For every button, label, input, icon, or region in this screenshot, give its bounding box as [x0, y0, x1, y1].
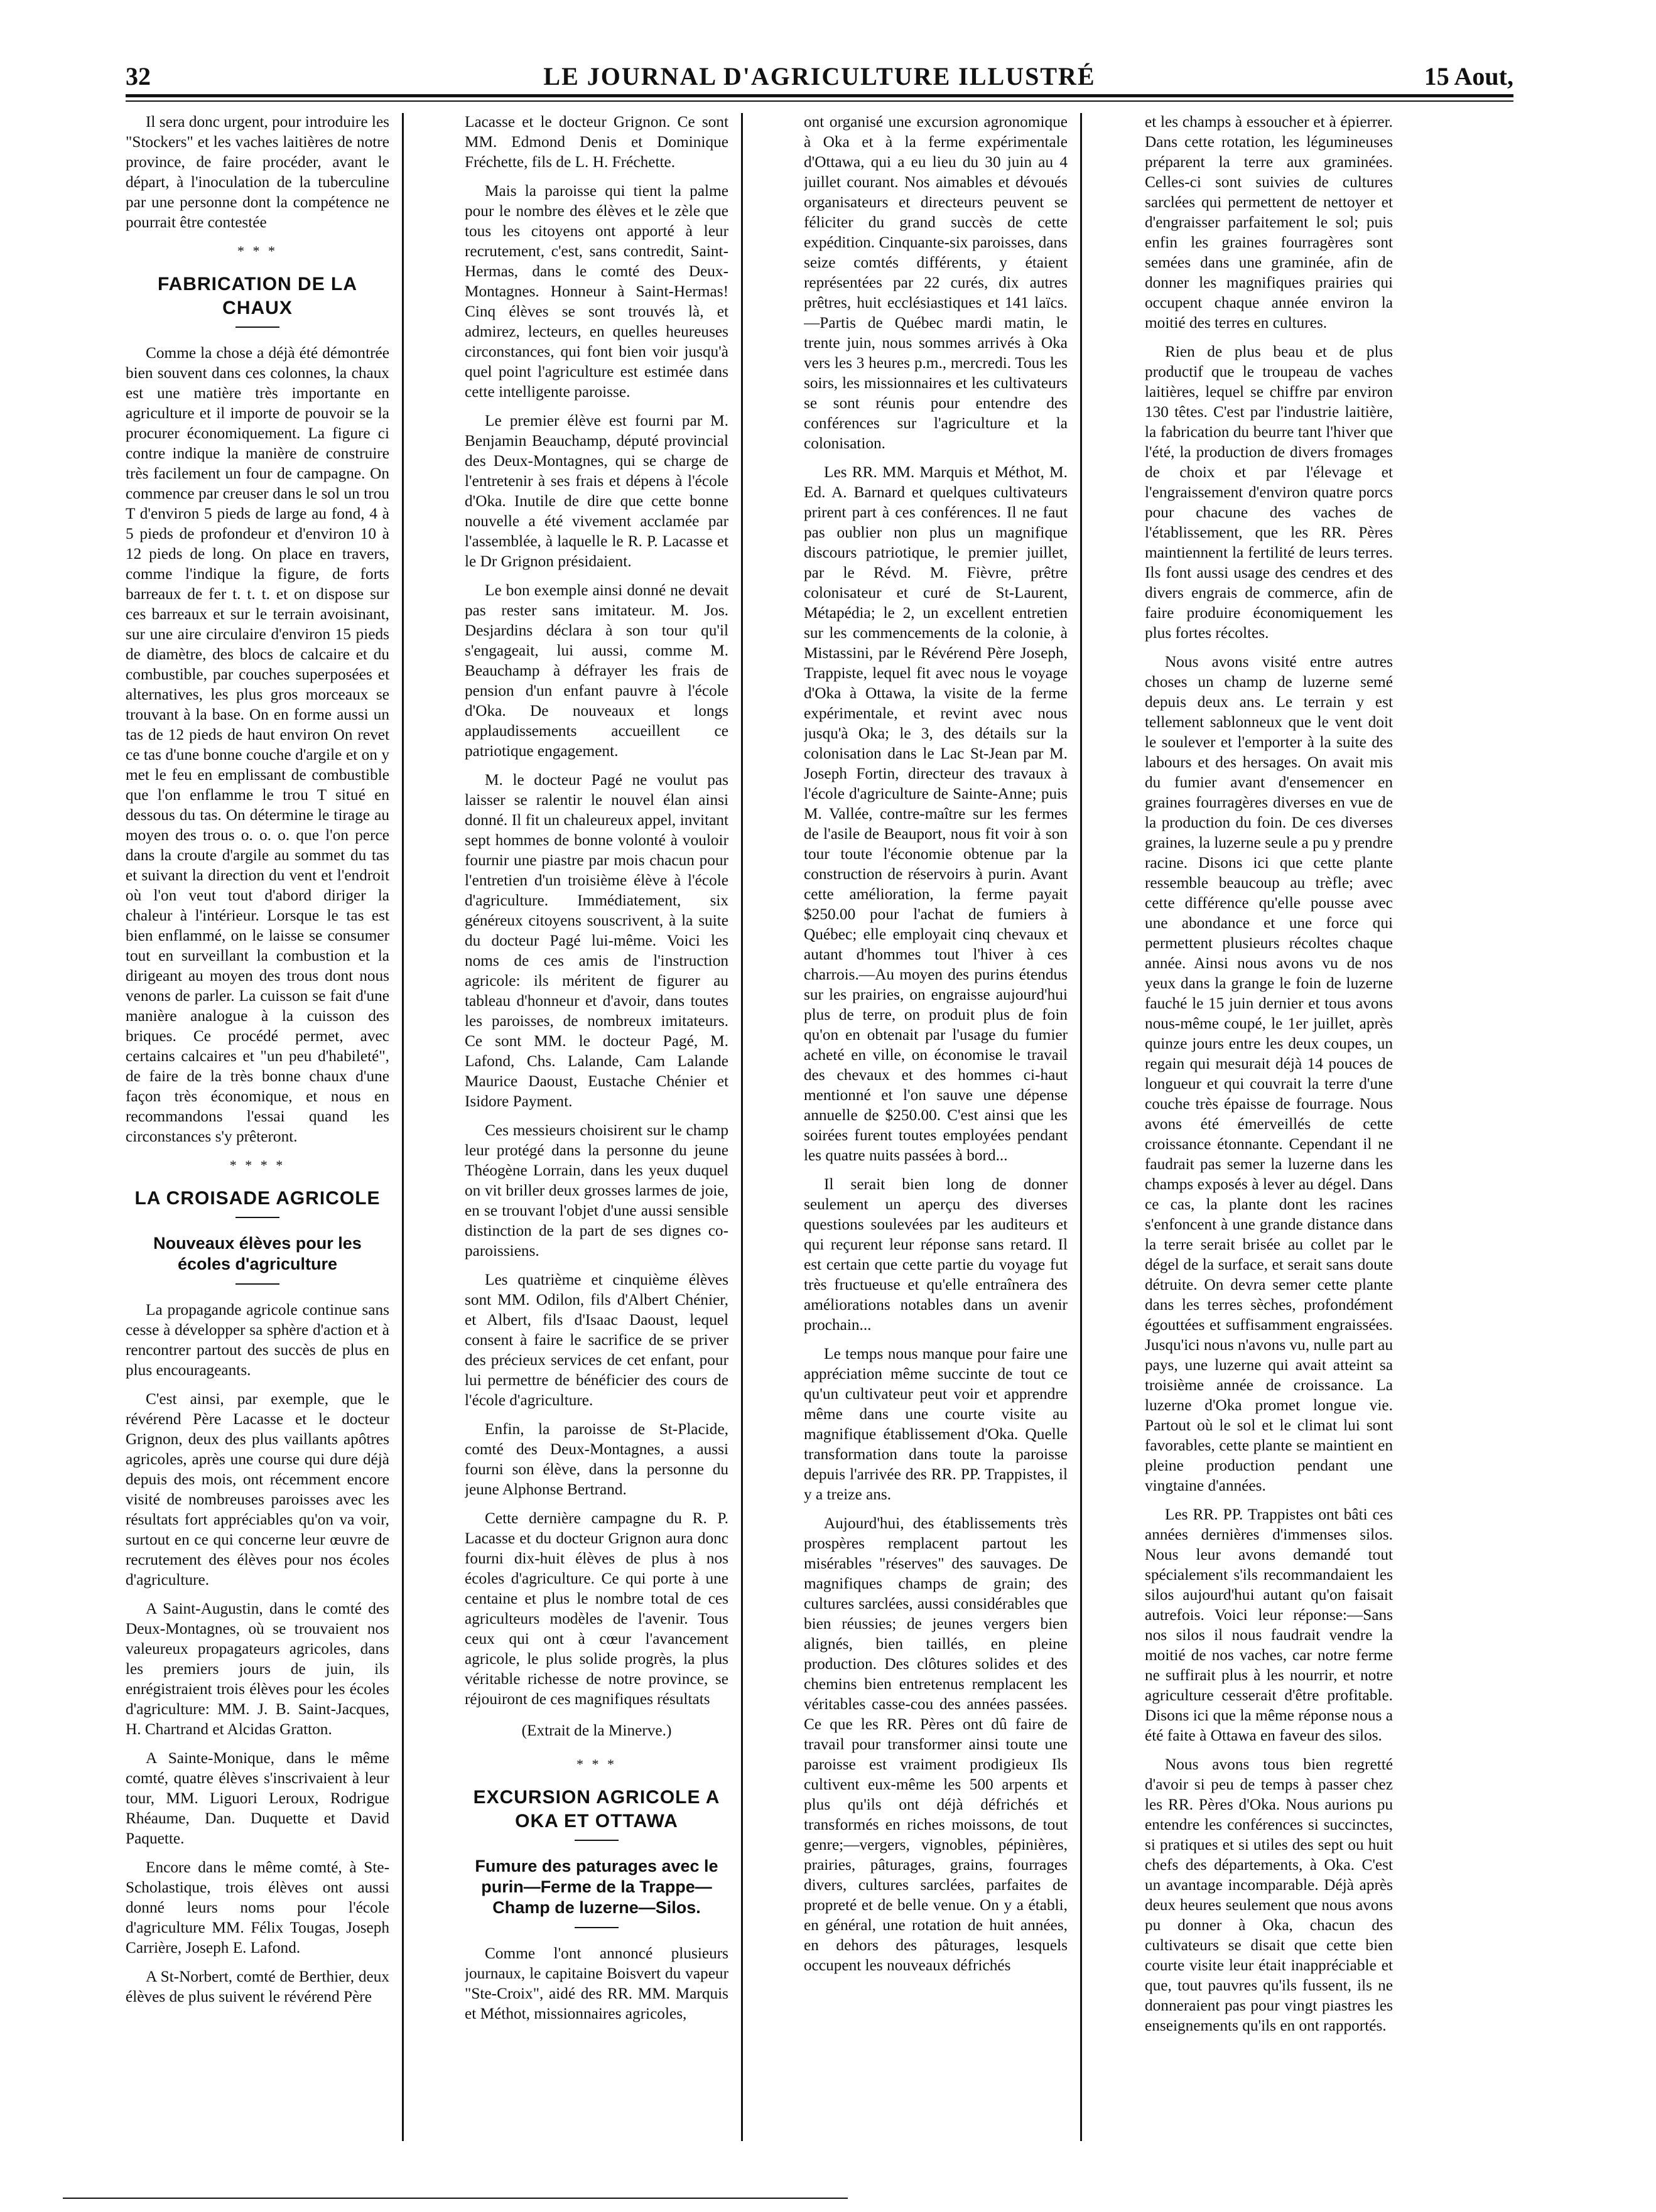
page-number: 32: [126, 62, 151, 90]
column-2: [465, 112, 728, 2140]
section-separator: * * * *: [229, 1157, 286, 1173]
header-rule-thin: [126, 100, 1513, 102]
article-paragraph: Les quatrième et cinquième élèves sont MM. Odilon, fils d'Albert Chénier, et Albert, fils d'Isaac Daoust, lequel consent à faire le sacrifice de se priver des précieux services de cet enfant, pour lui permettre de bénéficier des cours de l'école d'agriculture.: [465, 1271, 728, 1409]
article-paragraph: Aujourd'hui, des établissements très prospères remplacent partout les misérables "réserves" des sauvages. De magnifiques champs de grain; des cultures sarclées, aussi considérables que bien réussies; de jeunes vergers bien alignés, bien taillés, en pleine production. Des clôtures solides et des chemins bien entretenus remplacent les véritables casse-cou des années passées. Ce que les RR. Pères ont dû faire de travail pour transformer ainsi toute une paroisse est vraiment prodigieux Ils cultivent eux-même les 500 arpents et plus qu'ils ont déjà défrichés et transformés en riches moissons, de tout genre;—vergers, vignobles, pépinières, prairies, pâturages, grains, fourrages divers, cultures sarclées, parfaites de propreté et de belle venue. On y a établi, en général, une rotation de huit années, en dehors des pâturages, lesquels occupent les nouveaux défrichés: [804, 1514, 1068, 1974]
issue-date: 15 Aout,: [1424, 62, 1513, 90]
article-paragraph: ont organisé une excursion agronomique à Oka et à la ferme expérimentale d'Ottawa, qui a eu lieu du 30 juin au 4 juillet courant. Nos aimables et dévoués organisateurs et directeurs peuvent se féliciter du grand succès de cette expédition. Cinquante-six paroisses, dans seize comtés différents, y étaient représentées par 22 curés, dix autres prêtres, huit ecclésiastiques et 141 laïcs.—Partis de Québec mardi matin, le trente juin, nous sommes arrivés à Oka vers les 3 heures p.m., mercredi. Tous les soirs, les missionnaires et les cultivateurs se sont réunis pour entendre des conférences sur l'agriculture et la colonisation.: [804, 113, 1068, 452]
column-3: [804, 112, 1068, 2140]
article-title-chaux: FABRICATION DE LA CHAUX: [157, 274, 358, 318]
page-bottom-rule: [63, 2198, 848, 2199]
article-paragraph: La propagande agricole continue sans cesse à développer sa sphère d'action et à rencontrer partout des succès de plus en plus encourageants.: [126, 1301, 389, 1379]
article-paragraph: A Sainte-Monique, dans le même comté, quatre élèves s'inscrivaient à leur tour, MM. Liguori Leroux, Rodrigue Rhéaume, Dan. Duquette et David Paquette.: [126, 1749, 389, 1847]
article-paragraph: Mais la paroisse qui tient la palme pour le nombre des élèves et le zèle que tous les citoyens ont apporté à leur recrutement, c'est, sans contredit, Saint-Hermas, dans le comté des Deux-Montagnes. Honneur à Saint-Hermas! Cinq élèves se sont trouvés là, et admirez, lecteurs, en quelles heureuses circonstances, qui font bien voir jusqu'à quel point l'agriculture est estimée dans cette intelligente paroisse.: [465, 182, 728, 401]
column-divider: [741, 113, 743, 2141]
article-paragraph: M. le docteur Pagé ne voulut pas laisser se ralentir le nouvel élan ainsi donné. Il fit un chaleureux appel, invitant sept hommes de bonne volonté à vouloir fournir une piastre par mois chacun pour l'entretien d'un troisième élève à l'école d'agriculture. Immédiatement, six généreux citoyens souscrivent, à la suite du docteur Pagé lui-même. Voici les noms de ces amis de l'instruction agricole: ils méritent de figurer au tableau d'honneur et d'avoir, dans toutes les paroisses, de nombreux imitateurs. Ce sont MM. le docteur Pagé, M. Lafond, Chs. Lalande, Cam Lalande Maurice Daoust, Eustache Chénier et Isidore Payment.: [465, 771, 728, 1110]
article-paragraph: Lacasse et le docteur Grignon. Ce sont MM. Edmond Denis et Dominique Fréchette, fils de L. H. Fréchette.: [465, 113, 728, 171]
column-1: [126, 112, 389, 2140]
title-rule: [235, 326, 279, 328]
article-paragraph: et les champs à essoucher et à épierrer. Dans cette rotation, les légumineuses préparent la terre aux graminées. Celles-ci sont suivies de cultures sarclées qui permettent de nettoyer et d'engraisser parfaitement le sol; puis enfin les graines fourragères sont semées dans une graminée, afin de donner les magnifiques prairies qui occupent chaque année environ la moitié des terres en cultures.: [1145, 113, 1393, 332]
page-header: [126, 62, 1513, 99]
article-paragraph: Les RR. PP. Trappistes ont bâti ces années dernières d'immenses silos. Nous leur avons demandé tout spécialement s'ils recommandaient les silos aujourd'hui autant qu'on faisait autrefois. Voici leur réponse:—Sans nos silos il nous faudrait vendre la moitié de nos vaches, car notre ferme ne suffirait plus à les nourrir, et notre agriculture cesserait d'être profitable. Disons ici que la même réponse nous a été faite à Ottawa en faveur des silos.: [1145, 1506, 1393, 1744]
journal-title: LE JOURNAL D'AGRICULTURE ILLUSTRÉ: [543, 62, 1096, 90]
section-separator: * * *: [576, 1756, 617, 1772]
article-paragraph: A St-Norbert, comté de Berthier, deux élèves de plus suivent le révérend Père: [126, 1968, 389, 2005]
article-paragraph: Ces messieurs choisirent sur le champ leur protégé dans la personne du jeune Théogène Lorrain, dans les yeux duquel on vit briller deux grosses larmes de joie, en se trouvant l'objet d'une aussi sensible distinction de la part de ses dignes co-paroissiens.: [465, 1121, 728, 1260]
column-divider: [1080, 113, 1082, 2141]
article-paragraph: Cette dernière campagne du R. P. Lacasse et du docteur Grignon aura donc fourni dix-huit élèves de plus à nos écoles d'agriculture. Ce qui porte à une centaine et plus le nombre total de ces agriculteurs modèles de l'avenir. Tous ceux qui ont à cœur l'avancement agricole, le plus solide progrès, la plus véritable richesse de notre province, se réjouiront de ces magnifiques résultats: [465, 1509, 728, 1708]
title-rule: [575, 1927, 619, 1928]
article-paragraph: Le premier élève est fourni par M. Benjamin Beauchamp, député provincial des Deux-Montagnes, qui se charge de l'entretenir à ses frais et dépens à l'école d'Oka. Inutile de dire que cette bonne nouvelle a été vivement acclamée par l'assemblée, à laquelle le R. P. Lacasse et le Dr Grignon présidaient.: [465, 412, 728, 570]
article-paragraph: Enfin, la paroisse de St-Placide, comté des Deux-Montagnes, a aussi fourni son élève, dans la personne du jeune Alphonse Bertrand.: [465, 1420, 728, 1498]
article-paragraph: Comme l'ont annoncé plusieurs journaux, le capitaine Boisvert du vapeur "Ste-Croix", aidé des RR. MM. Marquis et Méthot, missionnaires agricoles,: [465, 1945, 728, 2022]
article-paragraph: Le temps nous manque pour faire une appréciation même succinte de tout ce qu'un cultivateur peut voir et apprendre même dans une courte visite au magnifique établissement d'Oka. Quelle transformation dans toute la paroisse depuis l'arrivée des RR. PP. Trappistes, il y a treize ans.: [804, 1345, 1068, 1503]
column-4: [1145, 112, 1393, 2140]
article-paragraph: A Saint-Augustin, dans le comté des Deux-Montagnes, où se trouvaient nos valeureux propagateurs agricoles, dans les premiers jours de juin, ils enrégistraient trois élèves pour les écoles d'agriculture: MM. J. B. Saint-Jacques, H. Chartrand et Alcidas Gratton.: [126, 1600, 389, 1738]
article-paragraph: Comme la chose a déjà été démontrée bien souvent dans ces colonnes, la chaux est une matière très importante en agriculture et il importe de pouvoir se la procurer économiquement. La figure ci contre indique la manière de construire très facilement un four de campagne. On commence par creuser dans le sol un trou T d'environ 5 pieds de large au fond, 4 à 5 pieds de profondeur et d'environ 10 à 12 pieds de long. On place en travers, comme l'indique la figure, de forts barreaux de fer t. t. t. et on dispose sur ces barreaux et sur le terrain avoisinant, sur une aire circulaire d'environ 15 pieds de diamètre, des blocs de calcaire et du combustible, par couches superposées et alternatives, les plus gros morceaux se trouvant à la base. On en forme aussi un tas de 12 pieds de haut environ On revet ce tas d'une bonne couche d'argile et on y met le feu en emplissant de combustible que l'on enflamme le trou T situé en dessous du tas. On détermine le tirage au moyen des trous o. o. o. que l'on perce dans la croute d'argile au sommet du tas et suivant la direction du vent et l'endroit où l'on veut tout d'abord diriger la chaleur à l'intérieur. Lorsque le tas est bien enflammé, on le laisse se consumer tout en surveillant la combustion et la dirigeant au moyen des trous dont nous venons de parler. La cuisson se fait d'une manière analogue à la cuisson des briques. Ce procédé permet, avec certains calcaires et "un peu d'habileté", de faire de la très bonne chaux d'une façon très économique, et nous en recommandons l'essai quand les circonstances s'y prêteront.: [126, 344, 389, 1145]
article-paragraph: Il serait bien long de donner seulement un aperçu des diverses questions soulevées par les auditeurs et qui reçurent leur réponse sans retard. Il est certain que cette partie du voyage fut très fructueuse et qu'elle entraînera des améliorations notables dans un avenir prochain...: [804, 1175, 1068, 1334]
article-title-croisade: LA CROISADE AGRICOLE: [134, 1188, 381, 1209]
article-subtitle: Fumure des paturages avec le purin—Ferme de la Trappe—Champ de luzerne—Silos.: [475, 1857, 718, 1917]
article-paragraph: Il sera donc urgent, pour introduire les "Stockers" et les vaches laitières de notre province, de faire procéder, avant le départ, à l'inoculation de la tuberculine par une personne dont la compétence ne pourrait être contestée: [126, 113, 389, 231]
header-rule: [126, 94, 1513, 97]
title-rule: [575, 1840, 619, 1841]
article-subtitle: Nouveaux élèves pour les écoles d'agriculture: [153, 1234, 362, 1273]
article-paragraph: Nous avons visité entre autres choses un champ de luzerne semé depuis deux ans. Le terrain y est tellement sablonneux que le vent doit le soulever et l'emporter à la suite des labours et des hersages. On avait mis du fumier avant d'ensemencer en graines fourragères diverses en vue de la production du foin. De ces diverses graines, la luzerne seule a pu y prendre racine. Disons ici que cette plante ressemble beaucoup au trèfle; avec cette différence qu'elle pousse avec une abondance et une force qui permettent plusieurs récoltes chaque année. Ainsi nous avons vu de nos yeux dans la grange le foin de luzerne fauché le 15 juin dernier et tous avons nous-même coupé, le 1er juillet, après quinze jours entre les deux coupes, un regain qui mesurait déjà 14 pouces de longueur et qui couvrait la terre d'une couche très épaisse de fourrage. Nous avons été émerveillés de cette croissance étonnante. Cependant il ne faudrait pas semer la luzerne dans les champs exposés à lever au dégel. Dans ce cas, la plante dont les racines s'enfoncent à une grande distance dans la terre serait brisée au collet par le dégel de la surface, et serait sans doute détruite. On devra semer cette plante dans les terres sèches, profondément égouttées et suffisamment engraissées. Jusqu'ici nous n'avons vu, nulle part au pays, une luzerne qui avait atteint sa troisième année de croissance. La luzerne d'Oka promet longue vie. Partout où le sol et le climat lui sont favorables, cette plante se maintient en pleine production pendant une vingtaine d'années.: [1145, 653, 1393, 1494]
article-paragraph: Encore dans le même comté, à Ste-Scholastique, trois élèves ont aussi donné leurs noms pour l'école d'agriculture MM. Félix Tougas, Joseph Carrière, Joseph E. Lafond.: [126, 1859, 389, 1956]
title-rule: [235, 1217, 279, 1218]
article-title-excursion: EXCURSION AGRICOLE A OKA ET OTTAWA: [473, 1787, 720, 1832]
article-paragraph: Le bon exemple ainsi donné ne devait pas rester sans imitateur. M. Jos. Desjardins déclara à son tour qu'il s'engageait, lui aussi, comme M. Beauchamp à défrayer les frais de pension d'un enfant pauvre à l'école d'Oka. De nouveaux et longs applaudissements accueillent ce patriotique engagement.: [465, 581, 728, 760]
column-divider: [402, 113, 404, 2141]
article-paragraph: C'est ainsi, par exemple, que le révérend Père Lacasse et le docteur Grignon, deux des plus vaillants apôtres agricoles, après une course qui dure déjà depuis des mois, ont récemment encore visité de nombreuses paroisses avec les résultats fort appréciables qu'on va voir, surtout en ce qui concerne leur œuvre de recrutement des élèves pour nos écoles d'agriculture.: [126, 1390, 389, 1589]
article-source: (Extrait de la Minerve.): [521, 1722, 672, 1739]
section-separator: * * *: [237, 243, 278, 259]
article-paragraph: Nous avons tous bien regretté d'avoir si peu de temps à passer chez les RR. Pères d'Oka. Nous aurions pu entendre les conférences si succinctes, si pratiques et si utiles des sept ou huit chefs des départements, à Oka. C'est un avantage incomparable. Déjà après deux heures seulement que nous avons pu donner à Oka, chacun des cultivateurs se disait que cette bien courte visite leur était inappréciable et que, tout pauvres qu'ils fussent, ils ne donneraient pas pour vingt piastres les enseignements qu'ils en ont rapportés.: [1145, 1756, 1393, 2034]
article-paragraph: Rien de plus beau et de plus productif que le troupeau de vaches laitières, lequel se chiffre par environ 130 têtes. C'est par l'industrie laitière, la fabrication du beurre tant l'hiver que l'été, la production de divers fromages de choix et par l'élevage et l'engraissement d'environ quatre porcs pour chacune des vaches de l'établissement, que les RR. Pères maintiennent la fertilité de leurs terres. Ils font aussi usage des cendres et des divers engrais de commerce, afin de faire produire économiquement les plus fortes récoltes.: [1145, 343, 1393, 642]
title-rule: [235, 1283, 279, 1285]
article-paragraph: Les RR. MM. Marquis et Méthot, M. Ed. A. Barnard et quelques cultivateurs prirent part à ces conférences. Il ne faut pas oublier non plus un magnifique discours patriotique, le premier juillet, par le Révd. M. Fièvre, prêtre colonisateur et curé de St-Laurent, Métapédia; le 2, un excellent entretien sur les commencements de la colonie, à Mistassini, par le Révérend Père Joseph, Trappiste, lequel fit avec nous le voyage d'Oka à Ottawa, la visite de la ferme expérimentale, et revint avec nous jusqu'à Oka; le 3, des détails sur la colonisation dans le Lac St-Jean par M. Joseph Fortin, directeur des travaux à l'école d'agriculture de Sainte-Anne; puis M. Vallée, contre-maître sur les fermes de l'asile de Beauport, nous fit voir à son tour toute l'économie obtenue par la construction de réservoirs à purin. Avant cette amélioration, la ferme payait $250.00 pour l'achat de fumiers à Québec; elle employait cinq chevaux et autant d'hommes tout l'hiver à ces charrois.—Au moyen des purins étendus sur les prairies, on engraisse aujourd'hui plus de terre, on produit plus de foin qu'on en obtenait par l'usage du fumier acheté en ville, on économise le travail des chevaux et des hommes ci-haut mentionné et l'on sauve une dépense annuelle de $250.00. C'est ainsi que les soirées furent toutes employées pendant les quatre nuits passées à bord...: [804, 463, 1068, 1164]
